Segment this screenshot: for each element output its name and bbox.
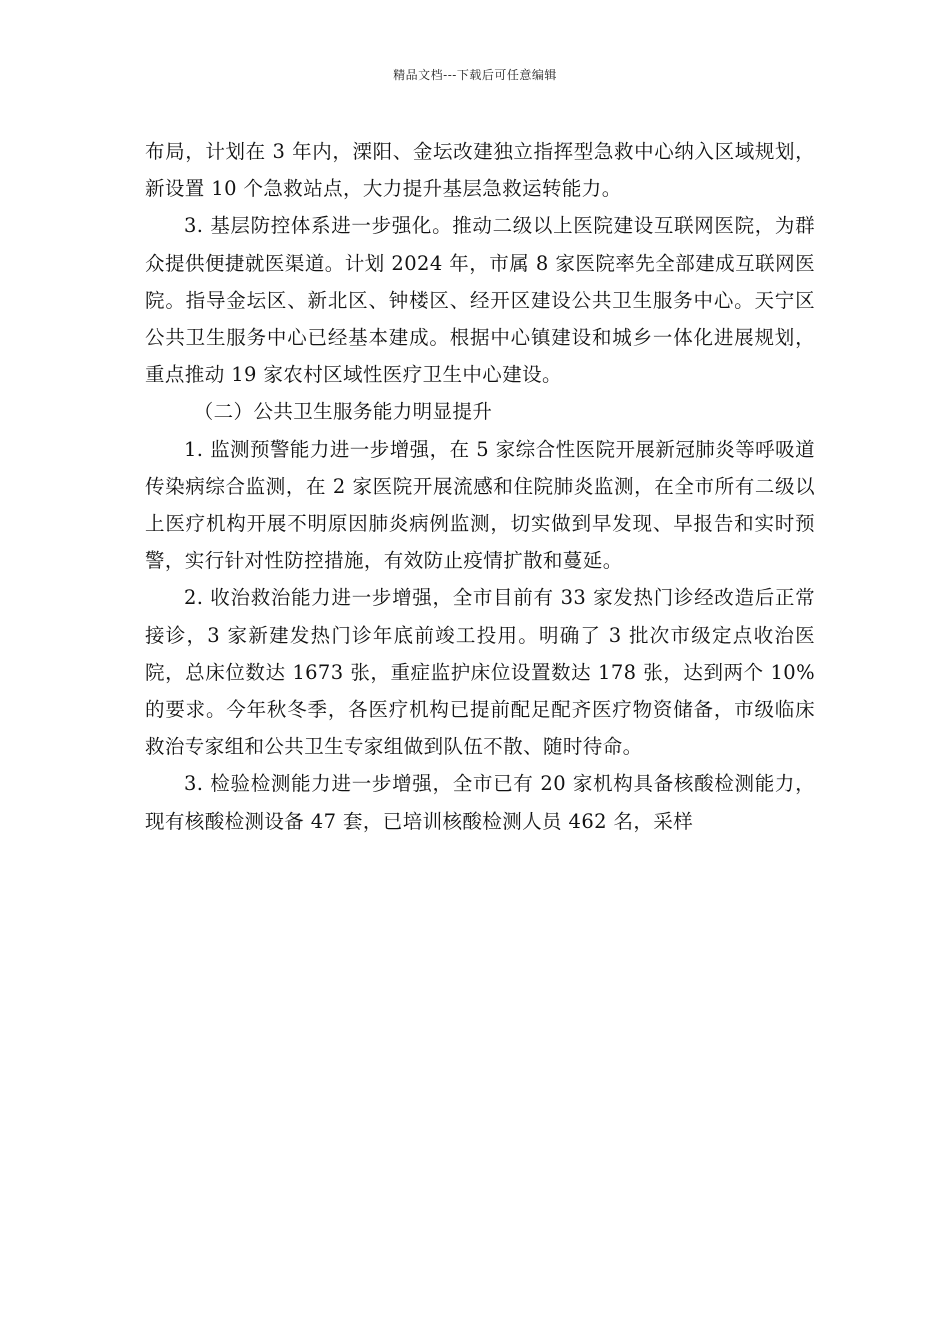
document-body <box>145 133 815 840</box>
paragraph-item-3-testing: 3. 检验检测能力进一步增强，全市已有 20 家机构具备核酸检测能力，现有核酸检测设备 47 套，已培训核酸检测人员 462 名，采样 <box>145 772 815 833</box>
section-heading-2: （二）公共卫生服务能力明显提升 <box>193 400 493 424</box>
paragraph-item-1-monitoring: 1. 监测预警能力进一步增强，在 5 家综合性医院开展新冠肺炎等呼吸道传染病综合监测，在 2 家医院开展流感和住院肺炎监测，在全市所有二级以上医疗机构开展不明原因肺炎病例监测，切实做到早发现、早报告和实时预警，实行针对性防控措施，有效防止疫情扩散和蔓延。 <box>145 437 815 573</box>
paragraph-item-2-treatment: 2. 收治救治能力进一步增强，全市目前有 33 家发热门诊经改造后正常接诊，3 家新建发热门诊年底前竣工投用。明确了 3 批次市级定点收治医院，总床位数达 1673 张，重症监护床位设置数达 178 张，达到两个 10%的要求。今年秋冬季，各医疗机构已提前配足配齐医疗物资储备，市级临床救治专家组和公共卫生专家组做到队伍不散、随时待命。 <box>145 586 815 759</box>
paragraph-item-3-grassroots: 3. 基层防控体系进一步强化。推动二级以上医院建设互联网医院，为群众提供便捷就医渠道。计划 2024 年，市属 8 家医院率先全部建成互联网医院。指导金坛区、新北区、钟楼区、经开区建设公共卫生服务中心。天宁区公共卫生服务中心已经基本建成。根据中心镇建设和城乡一体化进展规划，重点推动 19 家农村区域性医疗卫生中心建设。 <box>145 214 815 387</box>
page-header: 精品文档---下载后可任意编辑 <box>393 68 557 82</box>
paragraph-continuation: 布局，计划在 3 年内，溧阳、金坛改建独立指挥型急救中心纳入区域规划，新设置 10 个急救站点，大力提升基层急救运转能力。 <box>145 140 815 201</box>
